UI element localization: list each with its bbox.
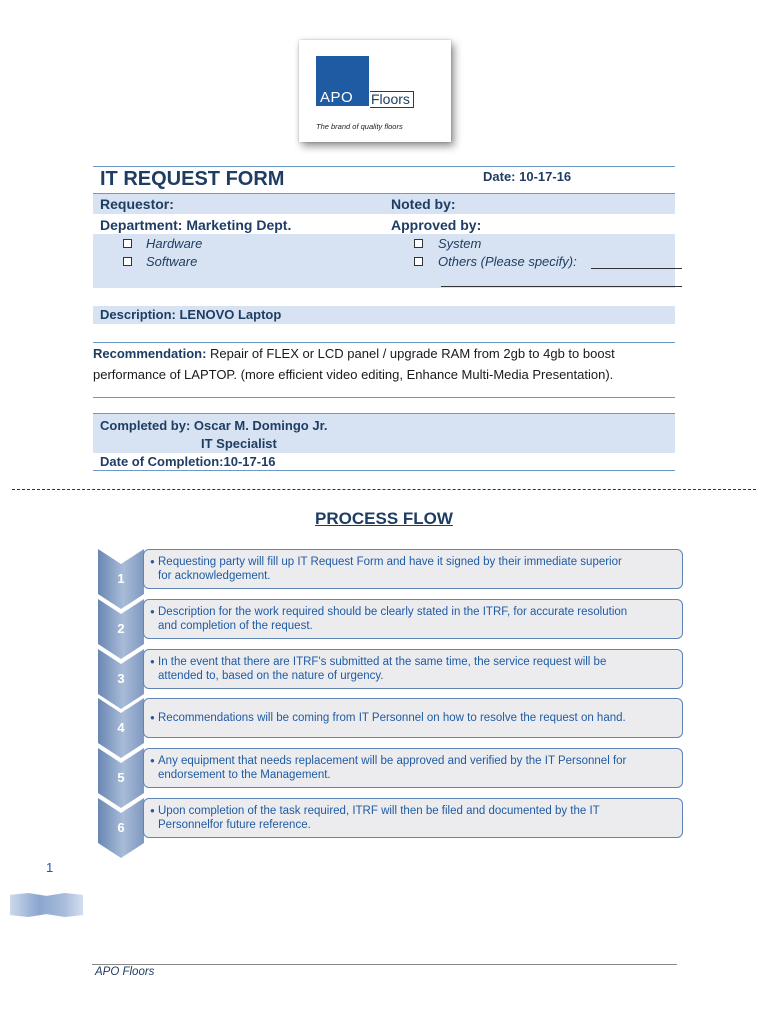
process-step: [96, 698, 686, 748]
recommendation-line2: performance of LAPTOP. (more efficient video editing, Enhance Multi-Media Presentation).: [93, 367, 614, 382]
completed-by: Completed by: Oscar M. Domingo Jr.: [100, 418, 328, 433]
bullet-icon: ●: [150, 607, 155, 616]
completion-bottom-rule: [93, 470, 675, 471]
system-option: System: [438, 236, 482, 251]
step-line1: Upon completion of the task required, ITRF will then be filed and documented by the IT: [158, 805, 600, 817]
step-box: [143, 748, 683, 788]
requestor-label: Requestor:: [100, 196, 174, 212]
step-number: 4: [117, 720, 125, 735]
step-number: 3: [117, 671, 125, 686]
process-step: [96, 798, 686, 848]
step-number: 1: [117, 571, 125, 586]
process-step: [96, 599, 686, 649]
ribbon-decoration: [10, 893, 83, 917]
software-checkbox[interactable]: [123, 257, 132, 266]
company-logo: [299, 40, 451, 142]
form-date: Date: 10-17-16: [483, 169, 572, 184]
form-title: IT REQUEST FORM: [100, 168, 285, 190]
description-field: Description: LENOVO Laptop: [100, 307, 282, 322]
approved-by-label: Approved by:: [391, 217, 482, 233]
footer-rule: [92, 964, 677, 965]
step-line2: endorsement to the Management.: [158, 769, 331, 781]
department-label: Department: Marketing Dept.: [100, 217, 292, 233]
process-flow-title: PROCESS FLOW: [315, 509, 453, 528]
recommendation-text: [93, 343, 693, 385]
step-text: [150, 655, 674, 683]
bullet-icon: ●: [150, 713, 155, 722]
hardware-checkbox[interactable]: [123, 239, 132, 248]
step-box: [143, 649, 683, 689]
step-number: 2: [117, 621, 125, 636]
bullet-icon: ●: [150, 756, 155, 765]
page-number: 1: [46, 860, 54, 875]
step-line2: Personnelfor future reference.: [158, 819, 311, 831]
step-box: [143, 599, 683, 639]
step-line1: Recommendations will be coming from IT Personnel on how to resolve the request on hand.: [158, 712, 626, 724]
date-of-completion: Date of Completion:10-17-16: [100, 454, 276, 469]
others-option: Others (Please specify):: [438, 254, 577, 269]
noted-by-label: Noted by:: [391, 196, 456, 212]
footer-company: APO Floors: [95, 966, 155, 978]
recommendation-bottom-rule: [93, 397, 675, 398]
step-line1: Description for the work required should be clearly stated in the ITRF, for accurate resolution: [158, 606, 628, 618]
logo-apo-text: APO: [320, 89, 354, 106]
completed-role: IT Specialist: [201, 436, 277, 451]
step-line1: Any equipment that needs replacement will be approved and verified by the IT Personnel for: [158, 755, 627, 767]
step-line2: attended to, based on the nature of urgency.: [158, 670, 384, 682]
step-line1: Requesting party will fill up IT Request Form and have it signed by their immediate superior: [158, 556, 622, 568]
bullet-icon: ●: [150, 657, 155, 666]
step-text: [150, 555, 674, 583]
hardware-option: Hardware: [146, 236, 203, 251]
others-checkbox[interactable]: [414, 257, 423, 266]
others-specify-line[interactable]: [591, 268, 682, 269]
requestor-band: [93, 194, 675, 214]
step-text: [150, 754, 674, 782]
logo-floors-text: Floors: [370, 91, 414, 108]
step-text: [150, 605, 674, 633]
others-specify-line-2[interactable]: [441, 286, 682, 287]
step-box: [143, 798, 683, 838]
step-box: [143, 698, 683, 738]
logo-tagline: The brand of quality floors: [316, 122, 403, 131]
step-line1: In the event that there are ITRF's submitted at the same time, the service request will be: [158, 656, 607, 668]
step-number: 5: [117, 770, 125, 785]
process-step: [96, 549, 686, 599]
cut-line: [12, 489, 756, 490]
bullet-icon: ●: [150, 806, 155, 815]
system-checkbox[interactable]: [414, 239, 423, 248]
recommendation-line1: Repair of FLEX or LCD panel / upgrade RAM from 2gb to 4gb to boost: [206, 346, 615, 361]
bullet-icon: ●: [150, 557, 155, 566]
step-line2: for acknowledgement.: [158, 570, 271, 582]
step-box: [143, 549, 683, 589]
step-number: 6: [117, 820, 125, 835]
software-option: Software: [146, 254, 198, 269]
step-text: [150, 804, 674, 832]
process-step: [96, 649, 686, 699]
step-text: [150, 711, 674, 725]
step-line2: and completion of the request.: [158, 620, 313, 632]
process-step: [96, 748, 686, 798]
form-top-rule: [93, 166, 675, 167]
recommendation-label: Recommendation:: [93, 346, 207, 361]
